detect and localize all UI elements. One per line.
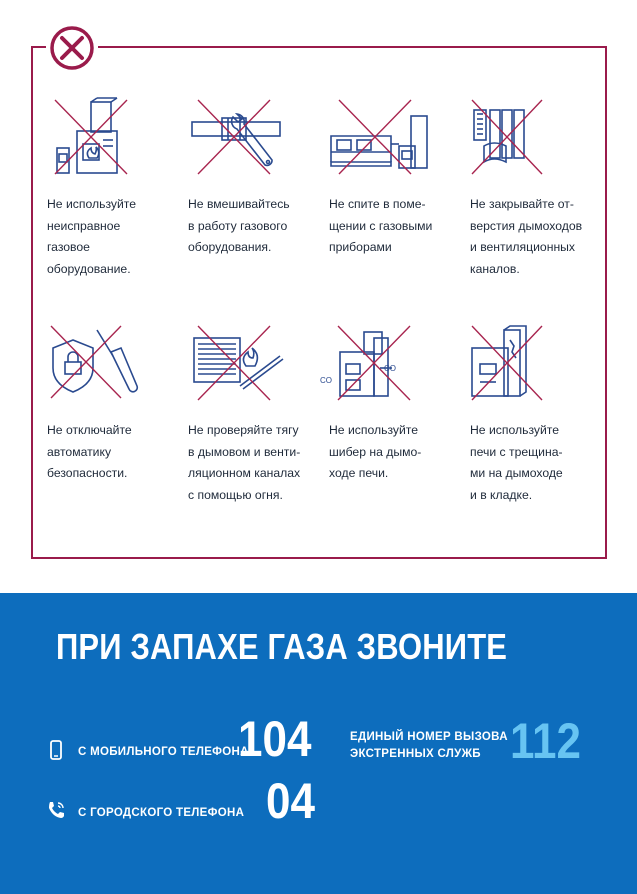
damper-stove-icon [320,322,420,412]
landline-number: 04 [266,773,315,829]
rule-text: Не отключайте автоматику безопасности. [47,423,132,480]
cracked-stove-icon [470,322,570,412]
bed-boiler-icon [329,96,429,186]
rule-text: Не спите в поме- щении с газовыми приборами [329,197,433,254]
emergency-label-line2: ЭКСТРЕННЫХ СЛУЖБ [350,748,481,760]
broken-boiler-icon [47,96,147,186]
banner-title: ПРИ ЗАПАХЕ ГАЗА ЗВОНИТЕ [56,626,508,667]
rule-text: Не используйте неисправное газовое оборудование. [47,197,137,276]
mobile-label: С МОБИЛЬНОГО ТЕЛЕФОНА [78,746,249,758]
co-label: CO [384,364,396,373]
vent-radiator-icon [470,96,570,186]
shield-screwdriver-icon [47,322,147,412]
landline-label: С ГОРОДСКОГО ТЕЛЕФОНА [78,807,245,819]
co-label: CO [320,376,332,385]
mobile-number: 104 [238,711,312,767]
rule-text: Не вмешивайтесь в работу газового оборудования. [188,197,290,254]
rule-text: Не закрывайте от- верстия дымоходов и вентиляционных каналов. [470,197,583,276]
vent-fire-icon [188,322,288,412]
emergency-label-line1: ЕДИНЫЙ НОМЕР ВЫЗОВА [350,731,508,743]
rule-text: Не используйте шибер на дымо- ходе печи. [329,423,422,480]
rule-text: Не проверяйте тягу в дымовом и венти- ляционном каналах с помощью огня. [188,423,301,502]
landline-phone-icon [46,800,66,820]
pipe-wrench-icon [188,96,288,186]
mobile-phone-icon [50,740,62,760]
rule-text: Не используйте печи с трещина- ми на дымоходе и в кладке. [470,423,563,502]
prohibited-badge-icon [46,24,98,72]
emergency-number: 112 [510,713,581,769]
